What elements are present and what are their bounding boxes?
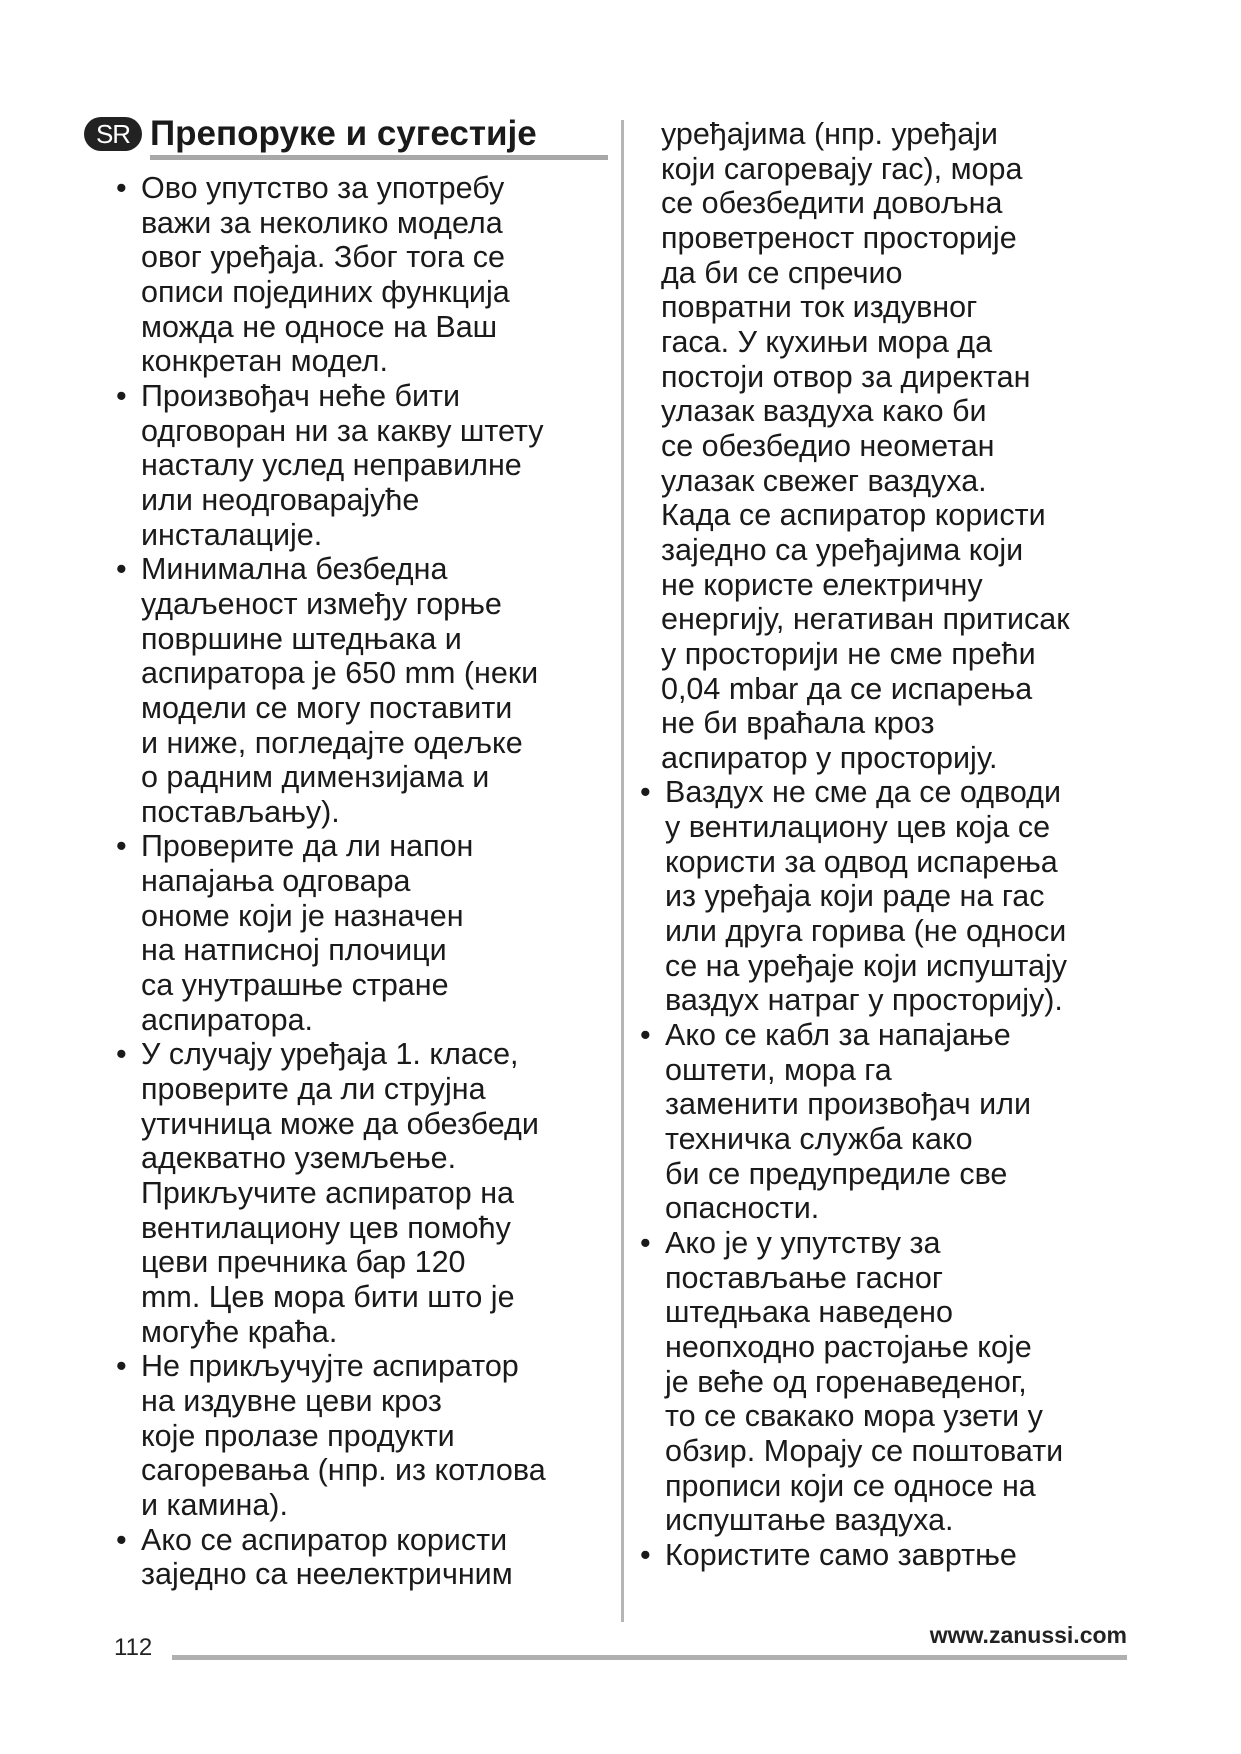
list-item: • Не прикључујте аспиратор на издувне цеви кроз које пролазе продукти сагоревања (нпр. из котлова и камина). (116, 1349, 546, 1522)
bullet-icon: • (116, 1349, 127, 1384)
list-item-continuation: уређајима (нпр. уређаји који сагоревају гас), мора се обезбедити довољна проветреност просторије да би се спречио повратни ток издувног гаса. У кухињи мора да постоји отвор за директан улазак ваздуха како би се обезбедио неометан улазак свежег ваздуха. Када се аспиратор користи заједно са уређајима који не користе електричну енергију, негативан притисак у просторији не сме прећи 0,04 mbar да се испарења не би враћала кроз аспиратор у просторију. (661, 117, 1070, 775)
bullet-icon: • (116, 171, 127, 205)
list-item: • Произвођач неће бити одговоран ни за какву штету насталу услед неправилне или неодговарајуће инсталације. (116, 378, 544, 552)
bullet-icon: • (640, 775, 651, 810)
page-number: 112 (114, 1634, 153, 1661)
list-item: • У случају уређаја 1. класе, проверите да ли струјна утичница може да обезбеди адекватно уземљење. Прикључите аспиратор на вентилациону цев помоћу цеви пречника бар 120 mm. Цев мора бити што је могуће краћа. (116, 1037, 539, 1349)
bullet-icon: • (640, 1018, 651, 1053)
column-divider (621, 120, 624, 1622)
page-title: Препоруке и сугестије (150, 114, 537, 153)
bullet-icon: • (640, 1226, 651, 1260)
list-item: • Ако се кабл за напајање оштети, мора га заменити произвођач или техничка служба како би се предупредиле све опасности. (640, 1018, 1032, 1226)
language-badge: SR (84, 117, 142, 151)
website-link[interactable]: www.zanussi.com (929, 1622, 1127, 1648)
bullet-icon: • (116, 378, 127, 413)
bullet-icon: • (116, 1037, 127, 1072)
list-item: • Ако је у упутству за постављање гасног штедњака наведено неопходно растојање које је веће од горенаведеног, то се свакако мора узети у обзир. Морају се поштовати прописи који се односе на испуштање ваздуха. (640, 1226, 1064, 1538)
bullet-icon: • (116, 1522, 127, 1557)
list-item: • Ако се аспиратор користи заједно са неелектричним (116, 1522, 513, 1592)
left-column (116, 171, 610, 1592)
list-item: • Минимална безбедна удаљеност између горње површине штедњака и аспиратора је 650 mm (неки модели се могу поставити и ниже, погледајте одељке о радним димензијама и постављању). (116, 552, 539, 829)
bullet-icon: • (116, 552, 127, 587)
bullet-icon: • (640, 1537, 651, 1572)
section-header (84, 114, 537, 154)
list-item: • Проверите да ли напон напајања одговара ономе који је назначен на натписној плочици са унутрашње стране аспиратора. (116, 829, 474, 1037)
list-item: • Користите само завртње (640, 1537, 1017, 1572)
bullet-icon: • (116, 829, 127, 864)
list-item: • Ово упутство за употребу важи за неколико модела овог уређаја. Због тога се описи појединих функција можда не односе на Ваш конкретан модел. (116, 171, 510, 379)
right-column (640, 117, 1136, 1573)
title-underline (150, 155, 608, 160)
footer-rule (172, 1655, 1127, 1660)
list-item: • Ваздух не сме да се одводи у вентилациону цев која се користи за одвод испарења из уређаја који раде на гас или друга горива (не односи се на уређаје који испуштају ваздух натраг у просторију). (640, 775, 1068, 1018)
